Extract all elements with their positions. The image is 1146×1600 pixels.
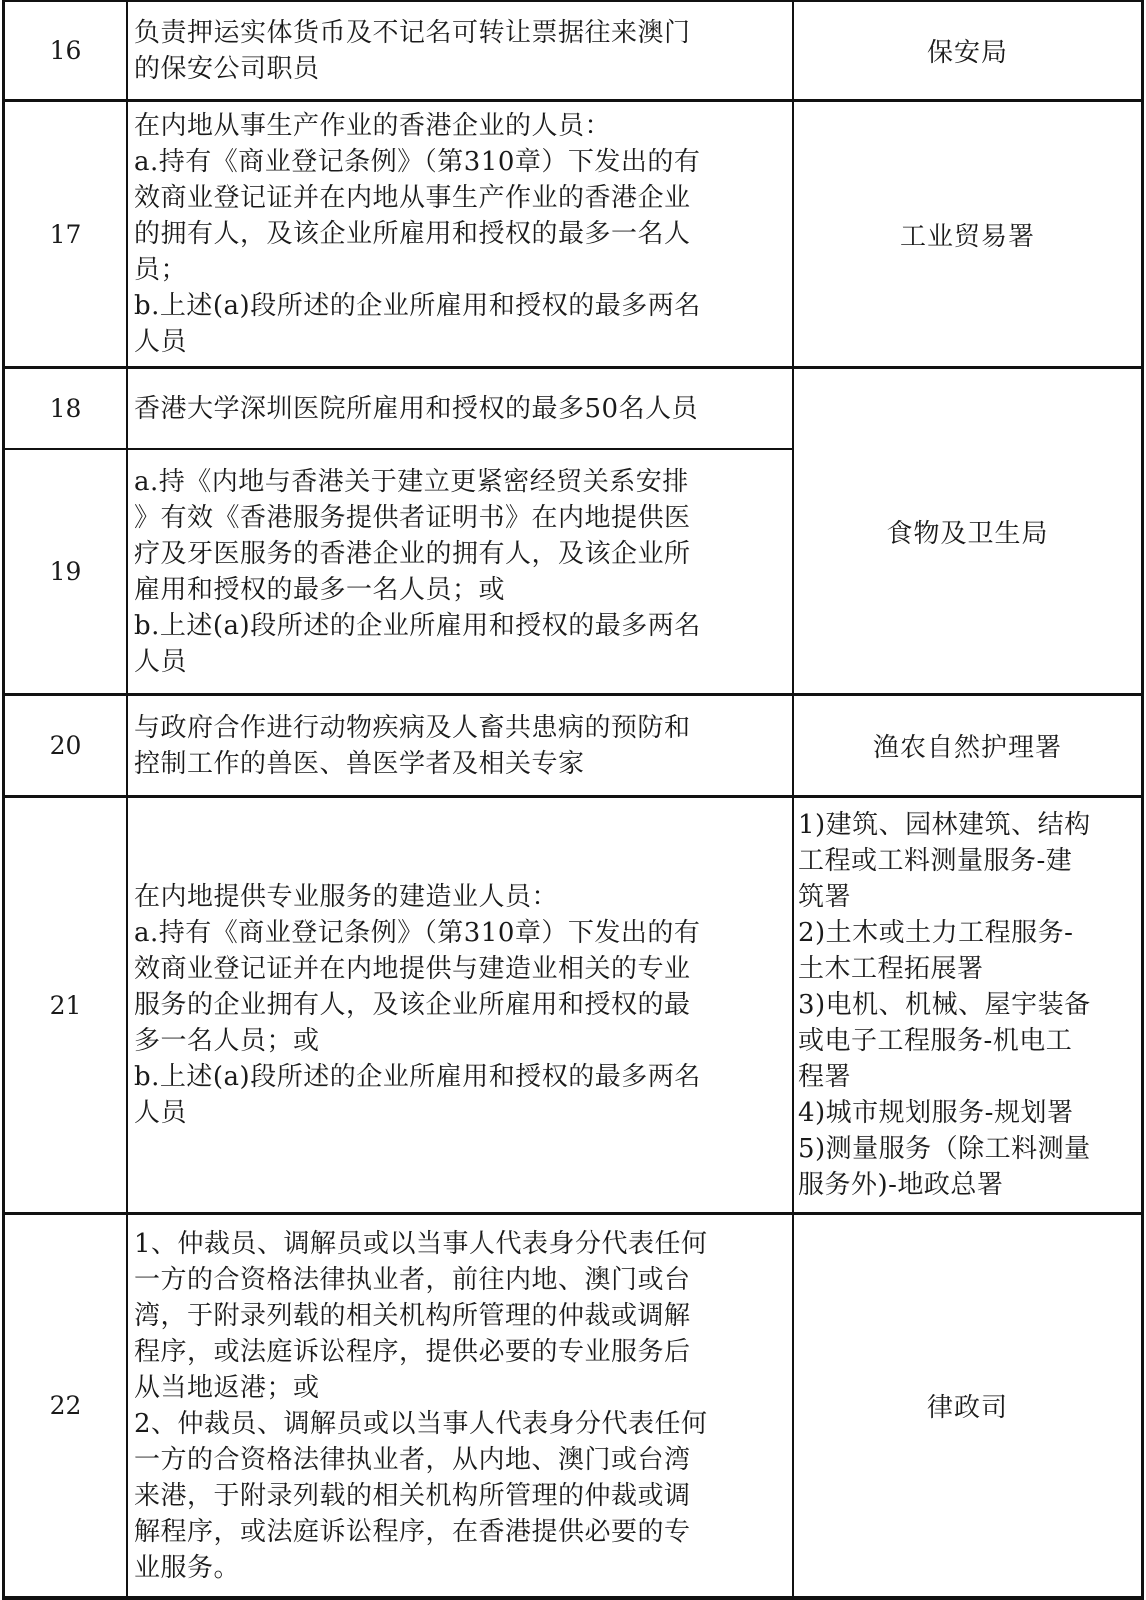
row-number-text: 20	[49, 731, 82, 760]
text-line: 土木工程拓展署	[798, 954, 984, 984]
row-description	[128, 798, 792, 1212]
text-line: 雇用和授权的最多一名人员；或	[134, 574, 506, 605]
text-line: 业服务。	[134, 1552, 241, 1583]
row-number	[5, 102, 126, 366]
text-line: 服务的企业拥有人，及该企业所雇用和授权的最	[134, 990, 691, 1020]
row-number-text: 17	[49, 219, 82, 249]
text-line: 与政府合作进行动物疾病及人畜共患病的预防和	[134, 712, 691, 743]
text-line: 效商业登记证并在内地从事生产作业的香港企业	[134, 183, 691, 213]
text-line: a.持有《商业登记条例》（第310章）下发出的有	[134, 147, 701, 177]
text-line: 多一名人员；或	[134, 1026, 320, 1056]
row-description	[128, 102, 792, 366]
text-line: 筑署	[798, 882, 852, 912]
row-department	[794, 102, 1141, 366]
department-text: 保安局	[926, 38, 1008, 68]
text-line: 一方的合资格法律执业者，从内地、澳门或台湾	[134, 1444, 691, 1475]
description-text	[134, 1226, 708, 1586]
row-number-text: 19	[49, 557, 82, 586]
row-number	[5, 798, 126, 1212]
text-line: 服务外)-地政总署	[798, 1170, 1004, 1200]
text-line: 的拥有人，及该企业所雇用和授权的最多一名人	[134, 219, 691, 249]
description-text	[134, 15, 691, 87]
text-line: b.上述(a)段所述的企业所雇用和授权的最多两名	[134, 1062, 701, 1092]
text-line: 的保安公司职员	[134, 53, 320, 84]
department-text: 食物及卫生局	[886, 518, 1049, 549]
row-department	[794, 696, 1141, 795]
text-line: 从当地返港；或	[134, 1372, 320, 1403]
text-line: b.上述(a)段所述的企业所雇用和授权的最多两名	[134, 610, 701, 641]
text-line: 3)电机、机械、屋宇装备	[798, 990, 1091, 1020]
table-border-bottom	[2, 1596, 1144, 1600]
text-line: 或电子工程服务-机电工	[798, 1026, 1073, 1056]
text-line: 在内地提供专业服务的建造业人员：	[134, 882, 559, 912]
text-line: 4)城市规划服务-规划署	[798, 1098, 1074, 1128]
text-line: 来港，于附录列载的相关机构所管理的仲裁或调	[134, 1480, 691, 1511]
description-text	[134, 879, 701, 1131]
text-line: 负责押运实体货币及不记名可转让票据往来澳门	[134, 17, 691, 48]
row-description	[128, 369, 792, 448]
row-department	[794, 798, 1141, 1212]
row-number	[5, 1215, 126, 1596]
row-number	[5, 369, 126, 448]
department-text: 律政司	[926, 1393, 1008, 1423]
description-text	[134, 391, 698, 427]
text-line: 员；	[134, 255, 188, 285]
text-line: 工程或工料测量服务-建	[798, 846, 1073, 876]
description-text	[134, 464, 701, 680]
row-department	[794, 1215, 1141, 1596]
text-line: 人员	[134, 327, 188, 357]
text-line: 控制工作的兽医、兽医学者及相关专家	[134, 748, 585, 779]
text-line: 在内地从事生产作业的香港企业的人员：	[134, 111, 612, 141]
text-line: 》有效《香港服务提供者证明书》在内地提供医	[134, 502, 691, 533]
table-border-right	[1141, 0, 1144, 1600]
text-line: 人员	[134, 1098, 188, 1128]
row-number	[5, 2, 126, 99]
text-line: 效商业登记证并在内地提供与建造业相关的专业	[134, 954, 691, 984]
row-number-text: 16	[49, 36, 82, 65]
text-line: 5)测量服务（除工料测量	[798, 1134, 1091, 1164]
text-line: 2)土木或土力工程服务-	[798, 918, 1074, 948]
text-line: a.持有《商业登记条例》（第310章）下发出的有	[134, 918, 701, 948]
text-line: 香港大学深圳医院所雇用和授权的最多50名人员	[134, 393, 699, 424]
department-text: 渔农自然护理署	[872, 733, 1062, 763]
row-description	[128, 450, 792, 693]
row-department	[794, 2, 1141, 99]
text-line: 程序，或法庭诉讼程序，提供必要的专业服务后	[134, 1336, 691, 1367]
description-text	[134, 710, 691, 782]
row-number-text: 21	[49, 990, 82, 1020]
department-list	[798, 807, 1091, 1203]
row-number-text: 22	[49, 1391, 82, 1420]
row-number-text: 18	[49, 394, 82, 423]
department-text: 工业贸易署	[899, 221, 1035, 252]
row-description	[128, 696, 792, 795]
row-number	[5, 696, 126, 795]
row-department-merged	[794, 369, 1141, 693]
text-line: 湾，于附录列载的相关机构所管理的仲裁或调解	[134, 1300, 691, 1331]
text-line: 1、仲裁员、调解员或以当事人代表身分代表任何	[134, 1228, 708, 1259]
row-number	[5, 450, 126, 693]
text-line: 程署	[798, 1062, 852, 1092]
description-text	[134, 108, 701, 360]
row-description	[128, 1215, 792, 1596]
text-line: 2、仲裁员、调解员或以当事人代表身分代表任何	[134, 1408, 708, 1439]
text-line: 一方的合资格法律执业者，前往内地、澳门或台	[134, 1264, 691, 1295]
text-line: a.持《内地与香港关于建立更紧密经贸关系安排	[134, 466, 689, 497]
text-line: 解程序，或法庭诉讼程序，在香港提供必要的专	[134, 1516, 691, 1547]
text-line: 疗及牙医服务的香港企业的拥有人，及该企业所	[134, 538, 691, 569]
text-line: 1)建筑、园林建筑、结构	[798, 810, 1091, 840]
text-line: b.上述(a)段所述的企业所雇用和授权的最多两名	[134, 291, 701, 321]
row-description	[128, 2, 792, 99]
text-line: 人员	[134, 646, 188, 677]
